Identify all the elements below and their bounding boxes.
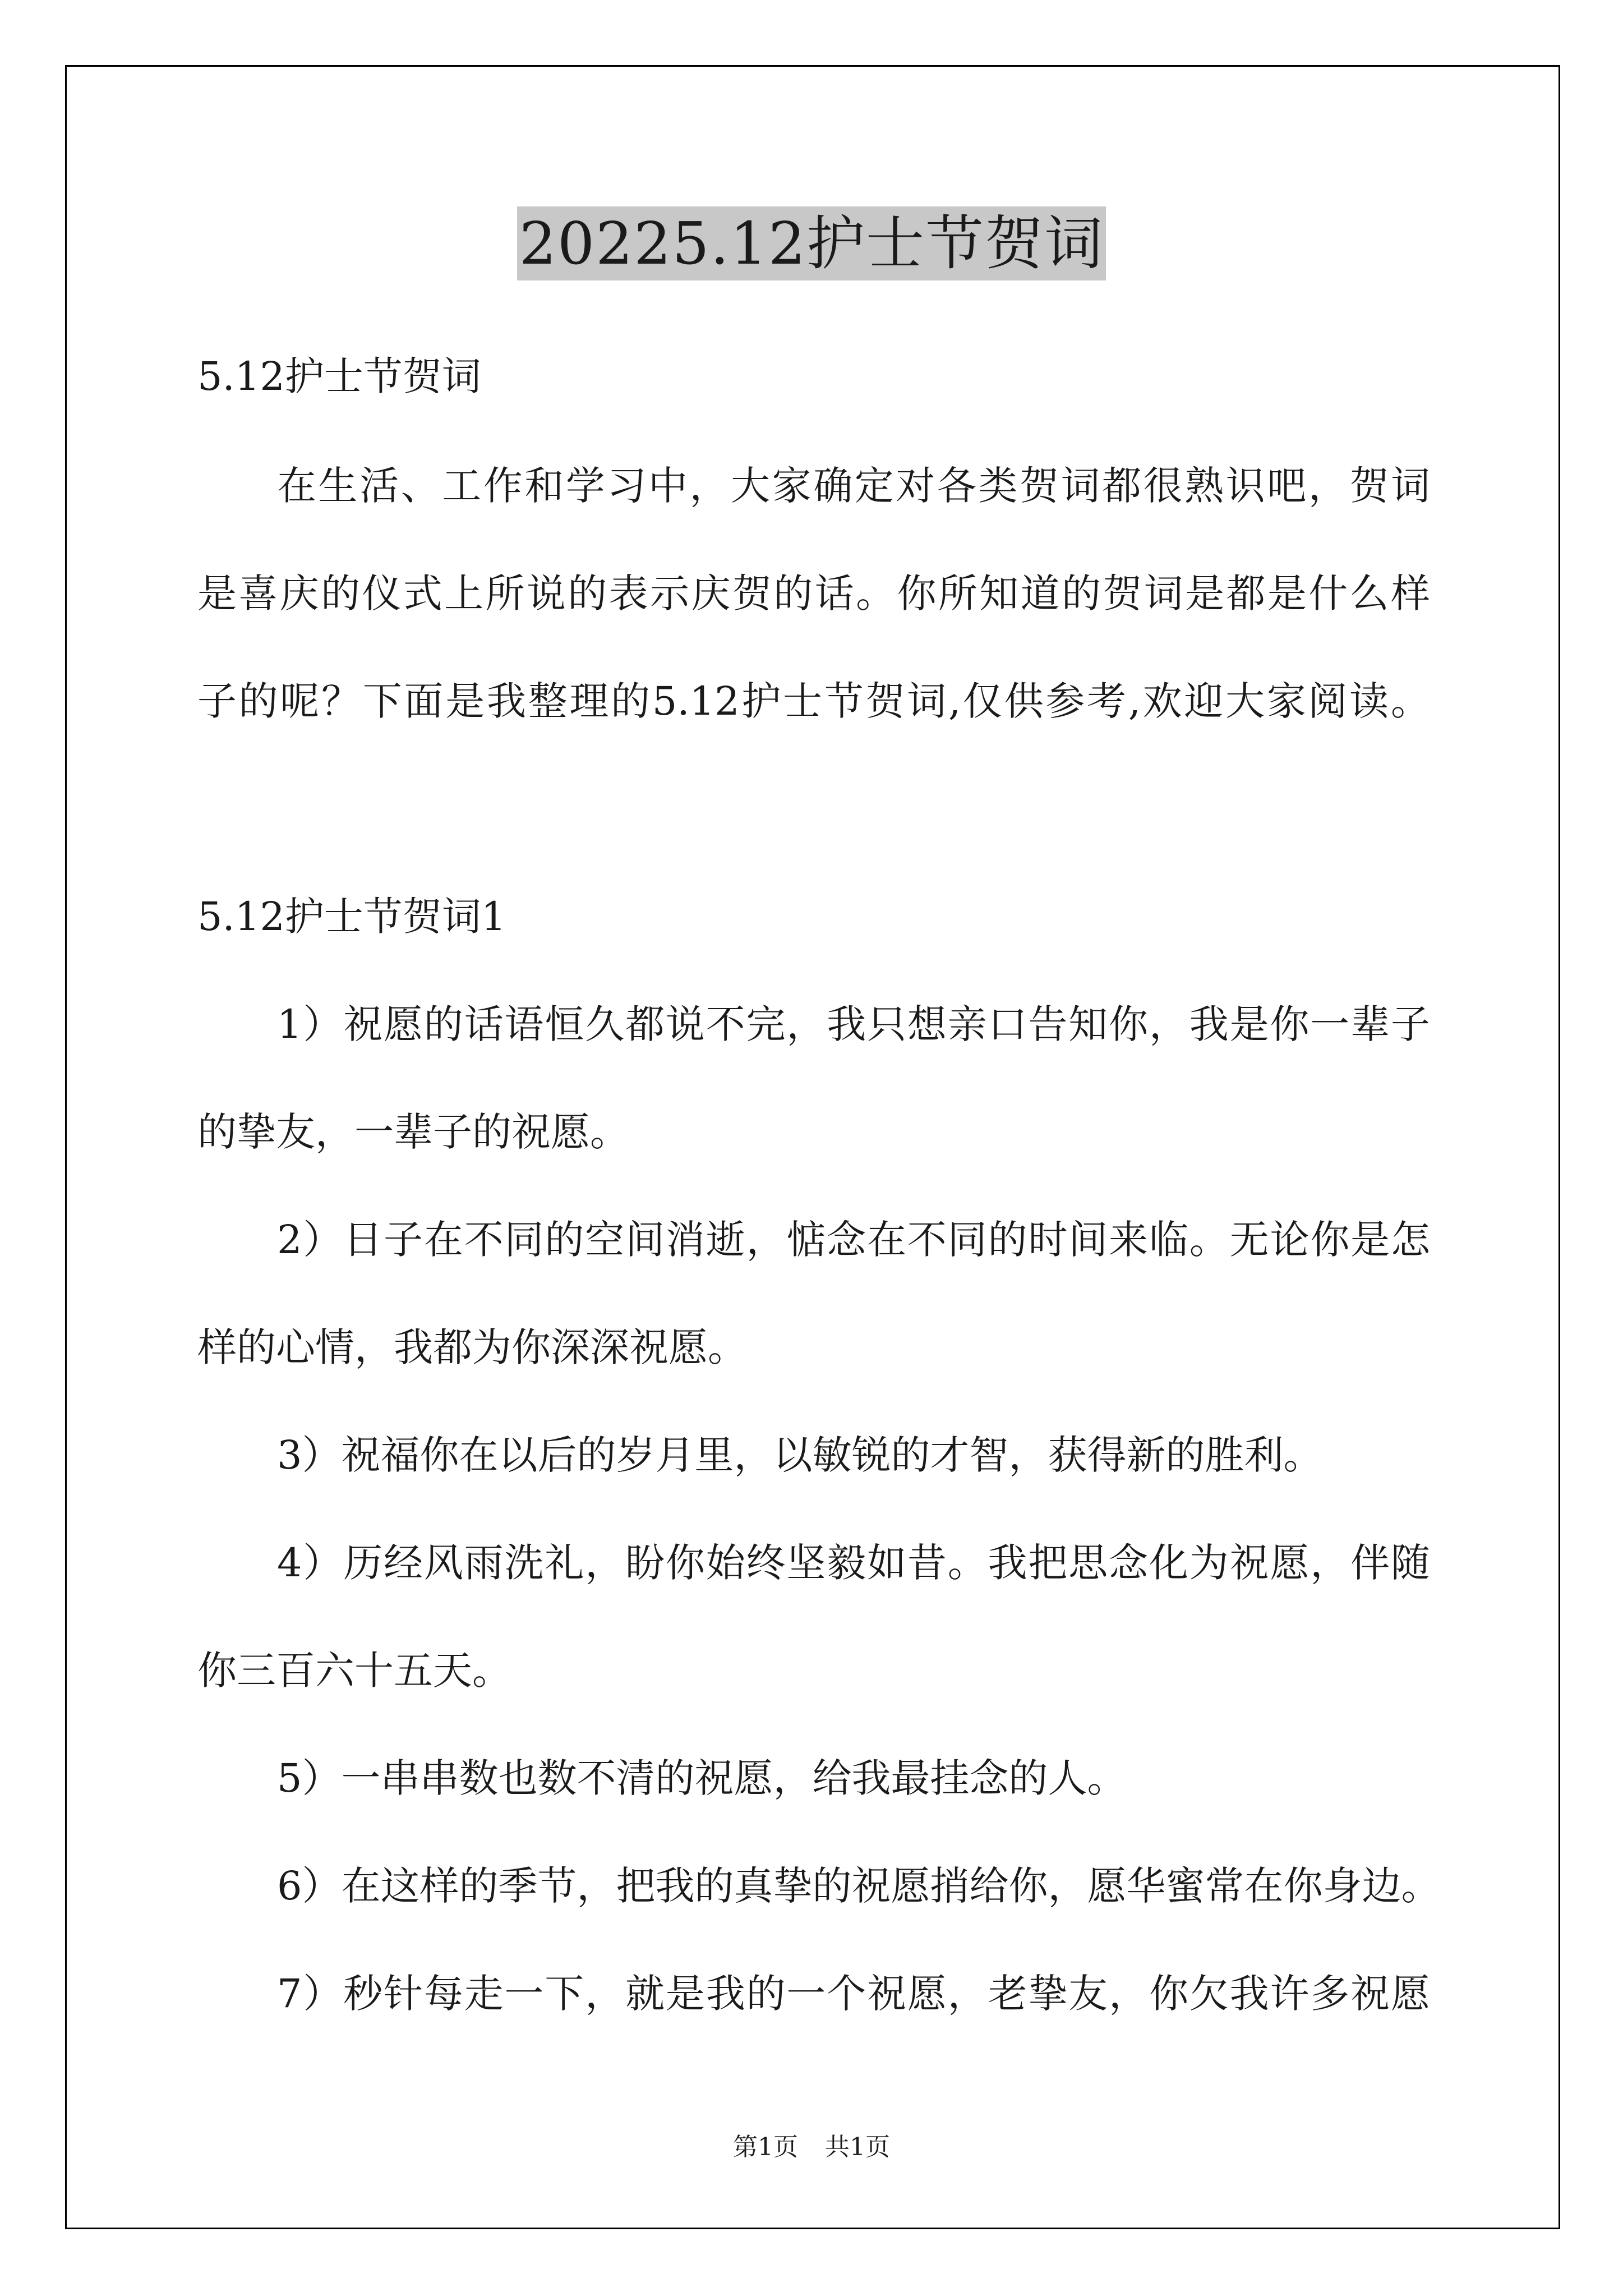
intro-line-2: 是喜庆的仪式上所说的表示庆贺的话。你所知道的贺词是都是什么样 — [197, 570, 1430, 616]
page-number: 第1页 — [733, 2133, 798, 2161]
intro-line-1: 在生活、工作和学习中，大家确定对各类贺词都很熟识吧，贺词 — [277, 463, 1430, 509]
item-1-line-2: 的挚友，一辈子的祝愿。 — [197, 1109, 629, 1155]
item-2-line-2: 样的心情，我都为你深深祝愿。 — [197, 1324, 747, 1370]
item-6-line-1: 6）在这样的季节，把我的真挚的祝愿捎给你，愿华蜜常在你身边。 — [277, 1863, 1441, 1909]
intro-line-3: 子的呢？下面是我整理的5.12护士节贺词,仅供参考,欢迎大家阅读。 — [197, 678, 1430, 724]
item-5-line-1: 5）一串串数也数不清的祝愿，给我最挂念的人。 — [277, 1755, 1127, 1801]
subtitle: 5.12护士节贺词 — [197, 353, 481, 399]
section-heading: 5.12护士节贺词1 — [197, 894, 506, 940]
item-7-line-1: 7）秒针每走一下，就是我的一个祝愿，老挚友，你欠我许多祝愿 — [277, 1971, 1430, 2017]
item-2-line-1: 2）日子在不同的空间消逝，惦念在不同的时间来临。无论你是怎 — [277, 1217, 1430, 1263]
item-4-line-1: 4）历经风雨洗礼，盼你始终坚毅如昔。我把思念化为祝愿，伴随 — [277, 1540, 1430, 1586]
title-container — [0, 206, 1623, 280]
item-4-line-2: 你三百六十五天。 — [197, 1648, 511, 1694]
page-total: 共1页 — [825, 2133, 890, 2161]
item-3-line-1: 3）祝福你在以后的岁月里，以敏锐的才智，获得新的胜利。 — [277, 1432, 1323, 1478]
item-1-line-1: 1）祝愿的话语恒久都说不完，我只想亲口告知你，我是你一辈子 — [277, 1001, 1430, 1047]
document-title: 20225.12护士节贺词 — [517, 206, 1106, 280]
page-footer — [0, 2131, 1623, 2164]
